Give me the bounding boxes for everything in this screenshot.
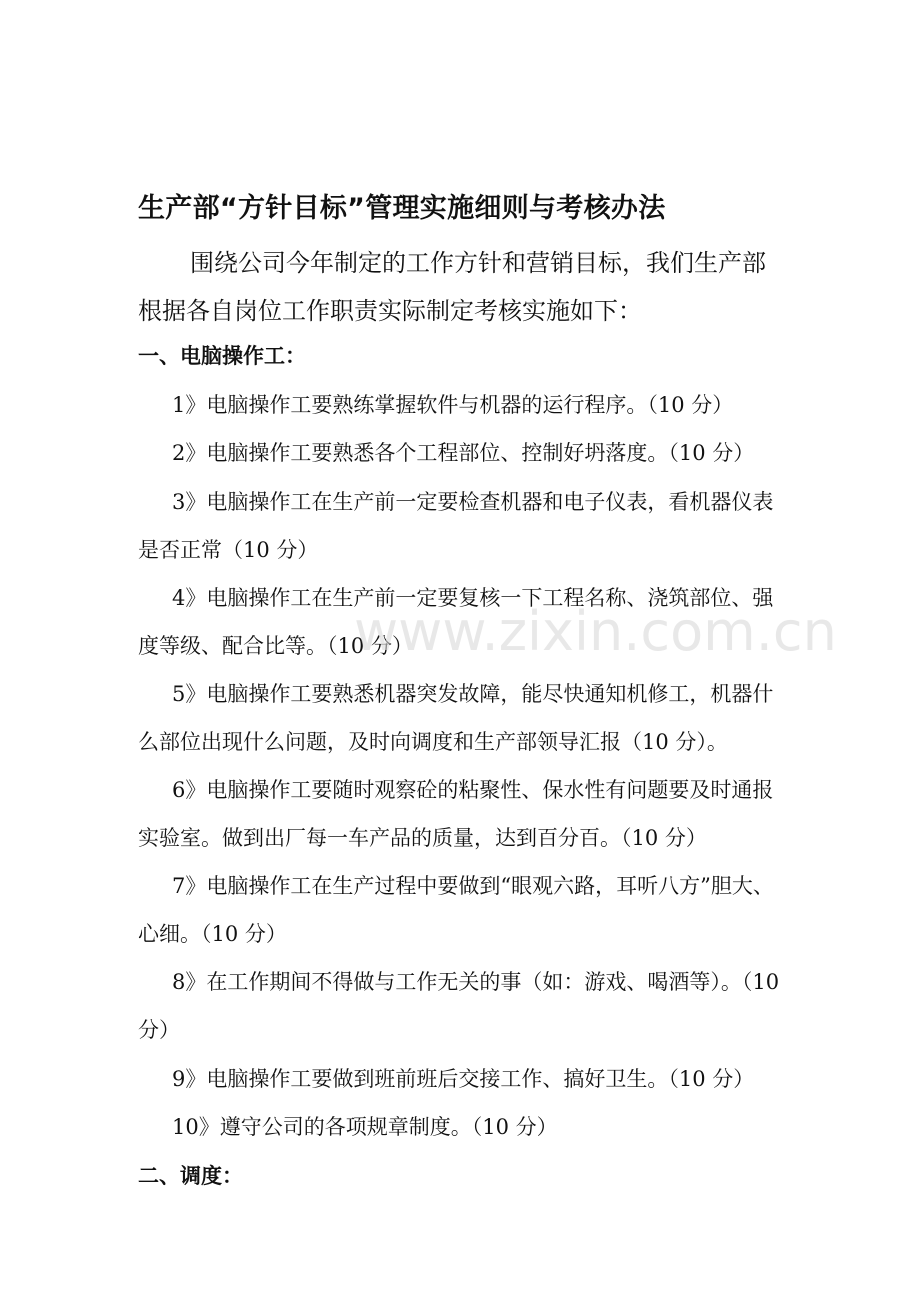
section-heading-operator: 一、电脑操作工： xyxy=(138,344,306,368)
item-line: 7》电脑操作工在生产过程中要做到“眼观六路，耳听八方”胆大、 xyxy=(172,874,774,898)
item-line: 6》电脑操作工要随时观察砼的粘聚性、保水性有问题要及时通报 xyxy=(172,778,774,802)
intro-line-1: 围绕公司今年制定的工作方针和营销目标，我们生产部 xyxy=(190,249,766,277)
item-line: 1》电脑操作工要熟练掌握软件与机器的运行程序。（10 分） xyxy=(172,393,734,417)
item-line-continued: 么部位出现什么问题，及时向调度和生产部领导汇报（10 分）。 xyxy=(138,730,728,754)
item-line-continued: 分） xyxy=(138,1018,180,1042)
item-line: 10》遵守公司的各项规章制度。（10 分） xyxy=(172,1115,558,1139)
item-line-continued: 心细。（10 分） xyxy=(138,922,287,946)
item-line-continued: 是否正常（10 分） xyxy=(138,538,319,562)
item-line: 8》在工作期间不得做与工作无关的事（如：游戏、喝酒等）。（10 xyxy=(172,970,780,994)
item-line: 4》电脑操作工在生产前一定要复核一下工程名称、浇筑部位、强 xyxy=(172,586,774,610)
item-line: 9》电脑操作工要做到班前班后交接工作、搞好卫生。（10 分） xyxy=(172,1067,755,1091)
item-line: 2》电脑操作工要熟悉各个工程部位、控制好坍落度。（10 分） xyxy=(172,441,755,465)
watermark: www.zixin.com.cn xyxy=(354,600,837,663)
item-line-continued: 度等级、配合比等。（10 分） xyxy=(138,634,413,658)
document-title: 生产部“方针目标”管理实施细则与考核办法 xyxy=(138,193,666,224)
item-line: 3》电脑操作工在生产前一定要检查机器和电子仪表，看机器仪表 xyxy=(172,490,774,514)
item-line: 5》电脑操作工要熟悉机器突发故障，能尽快通知机修工，机器什 xyxy=(172,682,774,706)
section-heading-dispatch: 二、调度： xyxy=(138,1164,243,1188)
item-line-continued: 实验室。做到出厂每一车产品的质量，达到百分百。（10 分） xyxy=(138,826,707,850)
intro-line-2: 根据各自岗位工作职责实际制定考核实施如下： xyxy=(138,297,642,325)
